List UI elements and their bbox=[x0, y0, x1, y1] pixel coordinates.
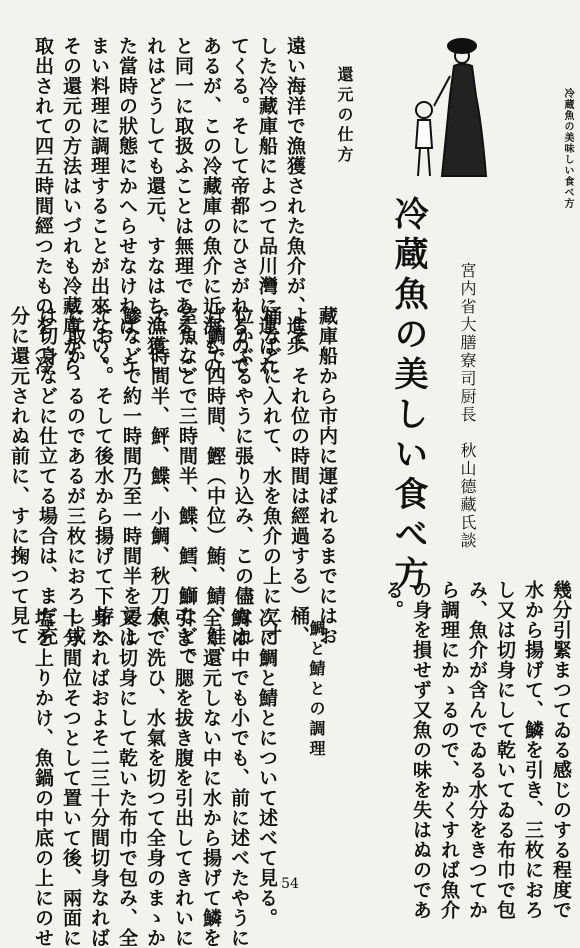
text-line: し又は切身にして乾いてゐる布巾で包 bbox=[494, 580, 516, 920]
text-line: た當時の狀態にかへらせなければ、う bbox=[116, 36, 138, 376]
text-line: 藏庫船から市内に運ばれるまでにはお bbox=[316, 306, 338, 646]
article-title: 冷蔵魚の美しい食べ方 bbox=[388, 196, 428, 596]
text-line: した冷藏庫船によつて品川灣に運ばれ bbox=[256, 36, 278, 376]
text-line: その還元の方法はいづれも冷藏庫から bbox=[60, 36, 82, 376]
text-line: 次に鯛と鯖とについて述べて見る。 bbox=[256, 608, 278, 928]
text-line: 引き、腮を拔き腹を引出してきれいに bbox=[172, 608, 194, 948]
mother-and-child-illustration bbox=[394, 36, 502, 184]
text-line: は切身などに仕立てる場合は、まだ充 bbox=[36, 306, 58, 646]
text-line: てくる。そして帝都にひさがれるので bbox=[228, 36, 250, 376]
text-line: る。 bbox=[382, 580, 404, 620]
text-line: あるが、この冷藏庫の魚介に近海もの bbox=[200, 36, 222, 376]
text-line: ておく。そして後水から揚げて下拵へ bbox=[92, 306, 114, 646]
page-number: 54 bbox=[281, 876, 299, 892]
text-line: 桶などに入れて、水を魚介の上に二寸 bbox=[260, 306, 282, 646]
text-line: まい料理に調理することが出來ない。 bbox=[88, 36, 110, 376]
text-line: 鯛は中でも小でも、前に述べたやうに bbox=[228, 608, 250, 948]
text-line: 水から揚げて、鱗を引き、三枚におろ bbox=[522, 580, 544, 920]
text-line: で二時間半、鮃、鰈、小鯛、秋刀魚、 bbox=[148, 306, 170, 646]
text-line: 全く還元しない中に水から揚げて鱗を bbox=[200, 608, 222, 948]
text-line: 分に還元されぬ前に、すに掬つて見て bbox=[8, 306, 30, 646]
text-line: の身を損せず又魚の味を失はぬのであ bbox=[410, 580, 432, 920]
section-heading-kangen: 還元の仕方 bbox=[335, 66, 354, 166]
text-line: 塩を上りかけ、魚鍋の中底の上にのせ bbox=[32, 608, 54, 948]
text-line: ば鯛で四時間、鰹（中位）鮪、鯖、鮭、 bbox=[204, 306, 226, 666]
text-line: ら調理にかゝるので、かくすれば魚介 bbox=[438, 580, 460, 920]
text-line: 取出されて四五時間經つたものを（冷 bbox=[32, 36, 54, 376]
running-head: 冷蔵魚の美味しい食べ方 bbox=[562, 88, 573, 209]
text-line: 十分間位そつとして置いて後、兩面に bbox=[60, 608, 82, 948]
text-line: と同一に取扱ふことは無理である。こ bbox=[172, 36, 194, 376]
section-heading-tai-saba: 鯛と鯖との調理 bbox=[307, 620, 326, 760]
text-line: 遠い海洋で漁獲された魚介が、進歩 bbox=[284, 36, 306, 356]
text-line: 室魚などで三時間半、鰈、鱈、鰤などで bbox=[176, 306, 198, 666]
text-line: 鯵などで約一時間乃至一時間半を浸し bbox=[120, 306, 142, 646]
text-line: 又は切身にして乾いた布巾で包み、全 bbox=[116, 608, 138, 948]
text-line: れはどうしても還元、すなはち漁獲し bbox=[144, 36, 166, 376]
text-line: み、魚介が含んでゐる水分をきつてか bbox=[466, 580, 488, 920]
text-line: 位かぶるやうに張り込み、この儘なれ bbox=[232, 306, 254, 646]
text-line: に取かゝるのであるが三枚におろし或 bbox=[64, 306, 86, 646]
author-byline: 宮内省大膳寮司厨長 秋山德藏氏談 bbox=[458, 262, 477, 550]
text-line: よそ、それ位の時間は經過する）桶、 bbox=[288, 306, 310, 646]
text-line: 身なればおよそ二三十分間切身なれば bbox=[88, 608, 110, 948]
text-line: 幾分引緊まつてゐる感じのする程度で bbox=[550, 580, 572, 920]
text-line: 水で洗ひ、水氣を切つて全身のまゝか bbox=[144, 608, 166, 948]
